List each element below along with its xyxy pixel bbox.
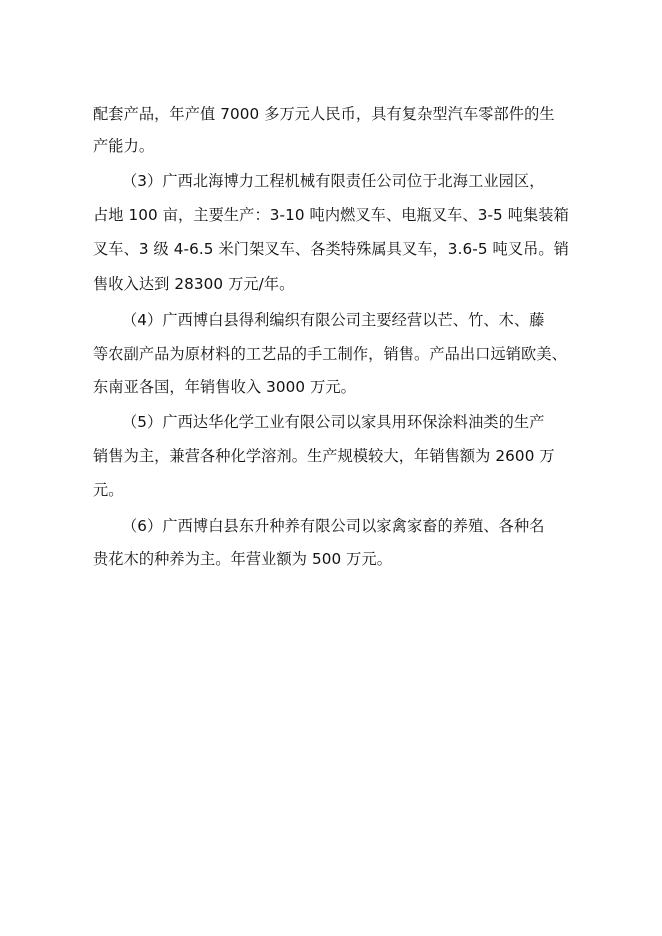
text-line: 售收入达到 28300 万元/年。 bbox=[93, 275, 295, 293]
text-line: 等农副产品为原材料的工艺品的手工制作，销售。产品出口远销欧美、 bbox=[93, 345, 567, 363]
text-line: （3）广西北海博力工程机械有限责任公司位于北海工业园区， bbox=[122, 172, 545, 190]
text-line: 配套产品，年产值 7000 多万元人民币，具有复杂型汽车零部件的生 bbox=[93, 105, 555, 123]
text-line: 元。 bbox=[93, 481, 124, 499]
text-line: （6）广西博白县东升种养有限公司以家禽家畜的养殖、各种名 bbox=[122, 517, 545, 535]
text-line: 产能力。 bbox=[93, 137, 155, 155]
text-line: （5）广西达华化学工业有限公司以家具用环保涂料油类的生产 bbox=[122, 413, 545, 431]
text-line: （4）广西博白县得利编织有限公司主要经营以芒、竹、木、藤 bbox=[122, 311, 545, 329]
text-line: 东南亚各国，年销售收入 3000 万元。 bbox=[93, 378, 356, 396]
text-line: 贵花木的种养为主。年营业额为 500 万元。 bbox=[93, 550, 393, 568]
text-line: 销售为主，兼营各种化学溶剂。生产规模较大，年销售额为 2600 万 bbox=[93, 447, 555, 465]
text-line: 占地 100 亩，主要生产：3-10 吨内燃叉车、电瓶叉车、3-5 吨集装箱 bbox=[93, 206, 569, 224]
text-line: 叉车、3 级 4-6.5 米门架叉车、各类特殊属具叉车，3.6-5 吨叉吊。销 bbox=[93, 240, 569, 258]
